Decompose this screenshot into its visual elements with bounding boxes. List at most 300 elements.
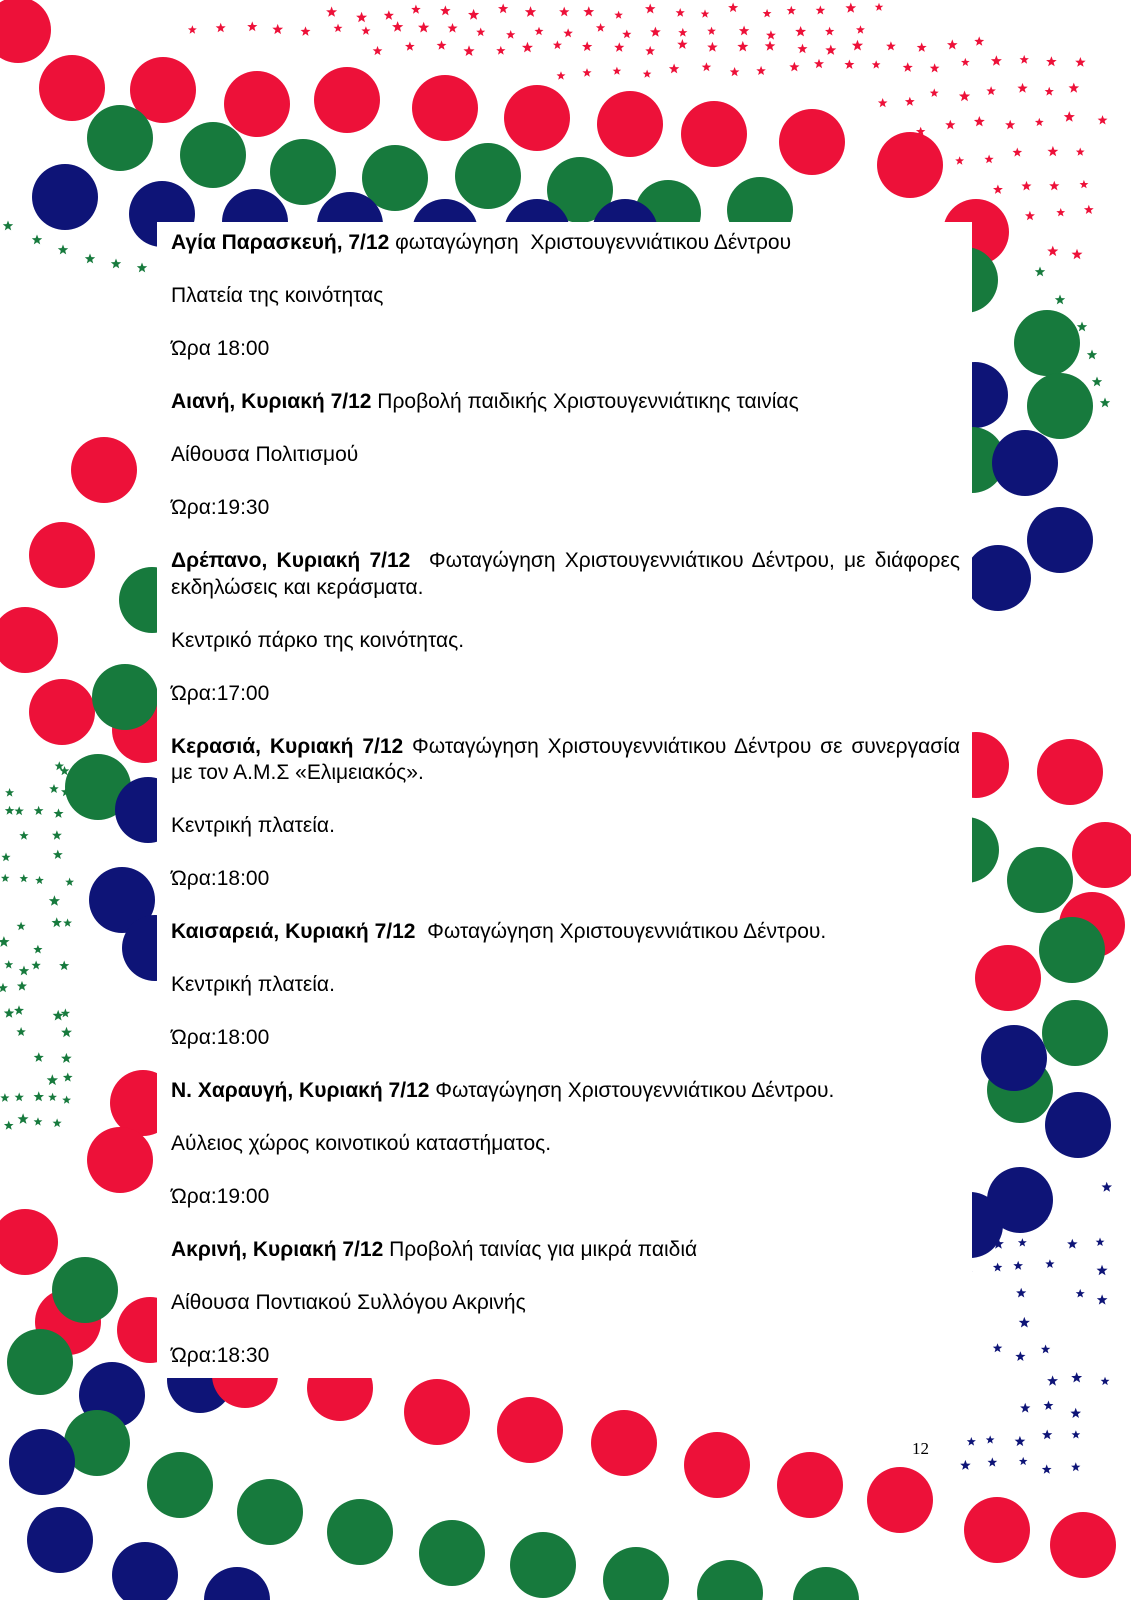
decorative-star bbox=[301, 26, 311, 36]
decorative-star bbox=[525, 6, 536, 17]
decorative-star bbox=[1072, 1430, 1081, 1438]
event-entry bbox=[171, 734, 966, 893]
decorative-star bbox=[1084, 205, 1094, 214]
decorative-star bbox=[0, 983, 8, 992]
decorative-dot bbox=[87, 105, 153, 171]
decorative-star bbox=[1071, 1372, 1082, 1382]
decorative-star bbox=[1042, 1464, 1052, 1473]
decorative-star bbox=[643, 70, 652, 78]
decorative-star bbox=[1098, 115, 1108, 124]
decorative-star bbox=[1102, 1182, 1113, 1192]
event-location: Κεντρική πλατεία. bbox=[171, 973, 335, 996]
decorative-star bbox=[15, 1092, 24, 1101]
decorative-star bbox=[137, 263, 147, 273]
decorative-dot bbox=[1014, 310, 1080, 376]
event-heading: Καισαρειά, Κυριακή 7/12 bbox=[171, 920, 416, 943]
decorative-dot bbox=[597, 91, 663, 157]
decorative-star bbox=[583, 6, 594, 16]
decorative-dot bbox=[92, 664, 158, 730]
event-location: Πλατεία της κοινότητας bbox=[171, 284, 384, 307]
decorative-star bbox=[1019, 1317, 1030, 1328]
decorative-star bbox=[61, 1027, 72, 1037]
decorative-dot bbox=[1050, 1512, 1116, 1578]
decorative-star bbox=[418, 22, 429, 33]
decorative-dot bbox=[9, 1429, 75, 1495]
decorative-star bbox=[1045, 87, 1054, 96]
event-description: Φωταγώγηση Χριστουγεννιάτικου Δέντρου. bbox=[415, 920, 827, 943]
event-title-line bbox=[171, 1078, 960, 1105]
decorative-star bbox=[1045, 1259, 1054, 1268]
event-location: Αίθουσα Πολιτισμού bbox=[171, 443, 359, 466]
decorative-star bbox=[582, 68, 591, 77]
decorative-star bbox=[856, 25, 865, 34]
decorative-star bbox=[463, 45, 474, 56]
decorative-star bbox=[650, 27, 661, 37]
decorative-star bbox=[645, 46, 655, 55]
decorative-star bbox=[216, 23, 226, 33]
decorative-dot bbox=[147, 1452, 213, 1518]
decorative-dot bbox=[404, 1379, 470, 1445]
decorative-star bbox=[247, 21, 257, 31]
decorative-star bbox=[61, 1008, 70, 1017]
decorative-star bbox=[1042, 1430, 1052, 1440]
decorative-star bbox=[1047, 1375, 1058, 1385]
decorative-star bbox=[816, 5, 826, 14]
decorative-star bbox=[739, 26, 749, 36]
event-entry bbox=[171, 1078, 960, 1211]
event-time: Ώρα:19:30 bbox=[171, 496, 270, 519]
decorative-star bbox=[14, 806, 24, 815]
decorative-star bbox=[1049, 181, 1059, 191]
decorative-star bbox=[852, 40, 863, 51]
decorative-dot bbox=[224, 71, 290, 137]
decorative-star bbox=[33, 945, 42, 954]
decorative-dot bbox=[327, 1499, 393, 1565]
decorative-star bbox=[1070, 1408, 1081, 1418]
decorative-star bbox=[563, 28, 573, 37]
decorative-star bbox=[65, 878, 74, 886]
decorative-star bbox=[34, 1052, 44, 1062]
decorative-star bbox=[1067, 1239, 1078, 1249]
decorative-star bbox=[373, 46, 383, 55]
decorative-star bbox=[988, 1457, 998, 1466]
decorative-star bbox=[468, 9, 479, 20]
decorative-star bbox=[984, 155, 993, 164]
decorative-dot bbox=[204, 1567, 270, 1600]
decorative-star bbox=[765, 41, 776, 51]
decorative-star bbox=[1047, 146, 1058, 156]
decorative-star bbox=[875, 3, 884, 11]
decorative-dot bbox=[975, 945, 1041, 1011]
decorative-dot bbox=[877, 132, 943, 198]
decorative-star bbox=[58, 245, 68, 255]
decorative-star bbox=[522, 42, 533, 53]
decorative-star bbox=[678, 28, 687, 37]
event-heading: Αγία Παρασκευή, 7/12 bbox=[171, 231, 390, 254]
event-heading: Ν. Χαραυγή, Κυριακή 7/12 bbox=[171, 1079, 430, 1102]
event-list bbox=[171, 230, 966, 1370]
decorative-dot bbox=[7, 1329, 73, 1395]
decorative-star bbox=[63, 918, 72, 926]
decorative-star bbox=[1101, 1377, 1110, 1385]
decorative-star bbox=[1097, 1265, 1108, 1276]
decorative-dot bbox=[0, 1209, 58, 1275]
decorative-dot bbox=[419, 1520, 485, 1586]
decorative-star bbox=[677, 39, 687, 49]
decorative-star bbox=[18, 1113, 29, 1124]
event-time: Ώρα:17:00 bbox=[171, 681, 270, 705]
decorative-star bbox=[440, 5, 451, 15]
decorative-star bbox=[845, 3, 856, 13]
decorative-star bbox=[903, 62, 913, 72]
decorative-star bbox=[1075, 57, 1085, 67]
decorative-star bbox=[59, 961, 69, 971]
decorative-star bbox=[1035, 118, 1044, 126]
decorative-star bbox=[111, 259, 121, 269]
decorative-star bbox=[35, 876, 44, 884]
decorative-dot bbox=[39, 55, 105, 121]
decorative-star bbox=[1018, 1238, 1027, 1246]
decorative-star bbox=[5, 788, 14, 797]
event-time: Ώρα 18:00 bbox=[171, 337, 270, 360]
decorative-dot bbox=[777, 1452, 843, 1518]
decorative-star bbox=[993, 1343, 1003, 1352]
event-entry bbox=[171, 548, 966, 707]
decorative-star bbox=[582, 41, 592, 51]
decorative-star bbox=[844, 60, 854, 70]
decorative-star bbox=[756, 66, 766, 75]
event-time: Ώρα:18:00 bbox=[171, 1026, 270, 1049]
decorative-star bbox=[1015, 1351, 1025, 1361]
decorative-dot bbox=[1042, 1000, 1108, 1066]
decorative-dot bbox=[52, 1257, 118, 1323]
decorative-star bbox=[498, 4, 508, 14]
decorative-dot bbox=[29, 679, 95, 745]
decorative-star bbox=[917, 42, 927, 52]
decorative-star bbox=[19, 831, 28, 840]
event-heading: Δρέπανο, Κυριακή 7/12 bbox=[171, 549, 411, 572]
decorative-star bbox=[886, 41, 896, 50]
decorative-star bbox=[614, 11, 623, 19]
event-entry bbox=[171, 230, 960, 363]
decorative-star bbox=[49, 784, 59, 793]
decorative-dot bbox=[497, 1397, 563, 1463]
decorative-star bbox=[4, 1121, 14, 1130]
decorative-dot bbox=[981, 1025, 1047, 1091]
decorative-dot bbox=[112, 1542, 178, 1600]
decorative-star bbox=[1044, 1401, 1054, 1411]
decorative-dot bbox=[0, 607, 58, 673]
decorative-star bbox=[1076, 148, 1085, 156]
decorative-dot bbox=[32, 164, 98, 230]
decorative-star bbox=[53, 850, 63, 859]
decorative-dot bbox=[1027, 507, 1093, 573]
decorative-star bbox=[1017, 83, 1027, 93]
decorative-dot bbox=[0, 0, 51, 63]
event-title-line bbox=[171, 1237, 960, 1264]
decorative-star bbox=[730, 67, 740, 76]
decorative-star bbox=[53, 1010, 64, 1021]
decorative-dot bbox=[603, 1547, 669, 1600]
decorative-star bbox=[553, 40, 562, 49]
decorative-star bbox=[959, 91, 970, 102]
decorative-dot bbox=[1072, 822, 1131, 888]
decorative-star bbox=[872, 60, 881, 68]
event-time: Ώρα:18:00 bbox=[171, 867, 270, 890]
decorative-star bbox=[405, 42, 415, 51]
decorative-star bbox=[411, 5, 421, 14]
decorative-star bbox=[622, 30, 631, 39]
decorative-dot bbox=[1027, 373, 1093, 439]
decorative-star bbox=[613, 67, 622, 75]
decorative-star bbox=[1080, 180, 1089, 188]
decorative-star bbox=[34, 1117, 43, 1125]
decorative-star bbox=[728, 3, 738, 13]
decorative-star bbox=[1013, 1261, 1023, 1270]
decorative-star bbox=[63, 1073, 73, 1082]
decorative-star bbox=[1076, 1289, 1085, 1298]
decorative-star bbox=[1055, 295, 1065, 305]
event-heading: Ακρινή, Κυριακή 7/12 bbox=[171, 1238, 384, 1261]
decorative-star bbox=[960, 1460, 971, 1470]
decorative-star bbox=[1056, 208, 1065, 216]
decorative-star bbox=[967, 1437, 976, 1446]
decorative-star bbox=[1020, 55, 1029, 64]
decorative-dot bbox=[965, 545, 1031, 611]
decorative-star bbox=[1077, 322, 1087, 332]
decorative-star bbox=[645, 4, 656, 14]
page-number: 12 bbox=[912, 1439, 929, 1458]
decorative-star bbox=[986, 1435, 995, 1443]
decorative-star bbox=[961, 58, 970, 66]
decorative-star bbox=[437, 40, 447, 49]
event-description: Φωταγώγηση Χριστουγεννιάτικου Δέντρου, με διάφορες εκδηλώσεις και κεράσματα. bbox=[171, 549, 966, 599]
decorative-star bbox=[702, 62, 712, 71]
decorative-star bbox=[1046, 56, 1057, 66]
decorative-star bbox=[34, 1091, 45, 1101]
event-title-line bbox=[171, 548, 966, 601]
decorative-star bbox=[392, 21, 403, 32]
decorative-star bbox=[669, 64, 679, 74]
decorative-star bbox=[1100, 398, 1110, 408]
decorative-star bbox=[4, 960, 13, 969]
decorative-star bbox=[356, 12, 367, 22]
decorative-star bbox=[1071, 1462, 1080, 1471]
decorative-star bbox=[1020, 1403, 1030, 1413]
event-title-line bbox=[171, 734, 966, 787]
decorative-star bbox=[701, 9, 710, 17]
decorative-star bbox=[878, 98, 888, 107]
event-description: Φωταγώγηση Χριστουγεννιάτικου Δέντρου. bbox=[429, 1079, 835, 1102]
decorative-star bbox=[676, 8, 685, 17]
decorative-star bbox=[930, 63, 940, 72]
decorative-star bbox=[1015, 1436, 1026, 1446]
decorative-dot bbox=[510, 1532, 576, 1598]
decorative-star bbox=[993, 185, 1003, 194]
decorative-dot bbox=[684, 1432, 750, 1498]
decorative-dot bbox=[1007, 847, 1073, 913]
decorative-star bbox=[1069, 83, 1080, 93]
decorative-star bbox=[326, 6, 337, 16]
event-time: Ώρα:18:30 bbox=[171, 1344, 270, 1367]
decorative-star bbox=[47, 1074, 58, 1085]
decorative-star bbox=[763, 9, 772, 18]
decorative-dot bbox=[793, 1567, 859, 1600]
decorative-dot bbox=[455, 143, 521, 209]
decorative-star bbox=[476, 28, 485, 37]
event-title-line bbox=[171, 230, 960, 257]
decorative-star bbox=[1035, 267, 1045, 277]
decorative-star bbox=[54, 808, 64, 818]
decorative-star bbox=[52, 917, 62, 927]
event-description: Προβολή ταινίας για μικρά παιδιά bbox=[383, 1238, 698, 1261]
decorative-star bbox=[19, 966, 29, 976]
decorative-dot bbox=[591, 1410, 657, 1476]
decorative-star bbox=[974, 36, 984, 45]
decorative-star bbox=[48, 1093, 57, 1101]
decorative-dot bbox=[29, 522, 95, 588]
decorative-star bbox=[1087, 350, 1097, 360]
decorative-star bbox=[789, 62, 799, 72]
decorative-star bbox=[61, 1053, 72, 1063]
decorative-star bbox=[787, 6, 796, 15]
decorative-star bbox=[955, 156, 964, 164]
decorative-star bbox=[614, 42, 624, 52]
decorative-dot bbox=[867, 1467, 933, 1533]
decorative-star bbox=[14, 1005, 24, 1015]
decorative-star bbox=[506, 30, 515, 39]
event-entry bbox=[171, 1237, 960, 1370]
decorative-dot bbox=[412, 75, 478, 141]
decorative-dot bbox=[27, 1507, 93, 1573]
content-panel bbox=[157, 222, 972, 1378]
decorative-star bbox=[448, 23, 458, 33]
decorative-dot bbox=[504, 85, 570, 151]
event-location: Αίθουσα Ποντιακού Συλλόγου Ακρινής bbox=[171, 1291, 526, 1314]
event-description: φωταγώγηση Χριστουγεννιάτικου Δέντρου bbox=[389, 231, 792, 254]
decorative-star bbox=[986, 86, 996, 95]
decorative-dot bbox=[697, 1560, 763, 1600]
decorative-star bbox=[62, 1096, 71, 1104]
decorative-star bbox=[31, 961, 40, 970]
decorative-star bbox=[0, 936, 10, 947]
event-title-line bbox=[171, 389, 960, 416]
decorative-star bbox=[1013, 148, 1023, 157]
decorative-star bbox=[1064, 111, 1075, 122]
decorative-star bbox=[797, 44, 807, 54]
decorative-star bbox=[20, 874, 29, 882]
decorative-star bbox=[825, 27, 834, 36]
decorative-dot bbox=[992, 430, 1058, 496]
decorative-dot bbox=[1045, 1092, 1111, 1158]
decorative-dot bbox=[779, 109, 845, 175]
decorative-dot bbox=[237, 1479, 303, 1545]
decorative-star bbox=[596, 23, 605, 32]
decorative-star bbox=[1019, 1457, 1028, 1465]
decorative-star bbox=[1097, 1294, 1108, 1304]
decorative-star bbox=[17, 922, 26, 931]
decorative-star bbox=[34, 806, 44, 815]
decorative-star bbox=[945, 120, 955, 130]
decorative-star bbox=[49, 895, 60, 906]
decorative-star bbox=[496, 46, 505, 55]
decorative-star bbox=[1096, 1238, 1105, 1247]
decorative-dot bbox=[71, 437, 137, 503]
decorative-star bbox=[766, 30, 776, 39]
decorative-star bbox=[1016, 1288, 1026, 1298]
decorative-star bbox=[272, 24, 283, 34]
decorative-star bbox=[814, 59, 824, 68]
event-location: Κεντρικό πάρκο της κοινότητας. bbox=[171, 628, 465, 652]
decorative-star bbox=[16, 1027, 25, 1036]
decorative-star bbox=[825, 45, 836, 55]
decorative-dot bbox=[180, 122, 246, 188]
decorative-star bbox=[3, 221, 13, 231]
decorative-dot bbox=[87, 1127, 153, 1193]
decorative-star bbox=[334, 24, 343, 32]
decorative-star bbox=[930, 88, 939, 97]
decorative-star bbox=[4, 1008, 15, 1018]
event-entry bbox=[171, 919, 960, 1052]
decorative-star bbox=[1047, 246, 1058, 257]
decorative-star bbox=[53, 1118, 62, 1127]
decorative-star bbox=[1025, 211, 1035, 220]
decorative-dot bbox=[1039, 917, 1105, 983]
decorative-star bbox=[991, 55, 1002, 66]
decorative-dot bbox=[681, 101, 747, 167]
decorative-star bbox=[993, 1263, 1002, 1272]
decorative-star bbox=[1, 874, 10, 882]
decorative-dot bbox=[270, 139, 336, 205]
decorative-dot bbox=[964, 1497, 1030, 1563]
decorative-star bbox=[947, 39, 958, 49]
decorative-star bbox=[52, 830, 62, 839]
decorative-star bbox=[85, 254, 95, 264]
decorative-star bbox=[737, 41, 748, 52]
decorative-star bbox=[974, 116, 985, 126]
decorative-star bbox=[1072, 249, 1083, 259]
event-heading: Κερασιά, Κυριακή 7/12 bbox=[171, 734, 404, 758]
event-location: Αύλειος χώρος κοινοτικού καταστήματος. bbox=[171, 1132, 552, 1155]
decorative-star bbox=[17, 981, 27, 991]
decorative-star bbox=[1021, 181, 1031, 191]
decorative-star bbox=[1, 853, 10, 862]
event-entry bbox=[171, 389, 960, 522]
event-time: Ώρα:19:00 bbox=[171, 1185, 270, 1208]
decorative-dot bbox=[1037, 739, 1103, 805]
decorative-star bbox=[905, 97, 915, 106]
event-title-line bbox=[171, 919, 960, 946]
decorative-star bbox=[707, 42, 718, 52]
event-description: Φωταγώγηση Χριστουγεννιάτικου Δέντρου σε συνεργασία με τον Α.Μ.Σ «Ελιμειακός». bbox=[171, 734, 966, 784]
event-description: Προβολή παιδικής Χριστουγεννιάτικης ταινίας bbox=[371, 390, 799, 413]
decorative-star bbox=[5, 806, 15, 815]
decorative-star bbox=[188, 25, 197, 33]
decorative-star bbox=[1005, 120, 1015, 130]
event-location: Κεντρική πλατεία. bbox=[171, 814, 335, 837]
decorative-star bbox=[384, 10, 394, 20]
decorative-star bbox=[557, 71, 566, 80]
decorative-star bbox=[707, 27, 716, 35]
decorative-star bbox=[0, 1093, 9, 1102]
event-heading: Αιανή, Κυριακή 7/12 bbox=[171, 390, 372, 413]
decorative-star bbox=[535, 27, 544, 36]
decorative-star bbox=[1092, 377, 1102, 387]
decorative-star bbox=[32, 235, 42, 245]
decorative-star bbox=[795, 26, 806, 36]
decorative-star bbox=[1041, 1345, 1050, 1354]
decorative-star bbox=[361, 26, 370, 35]
